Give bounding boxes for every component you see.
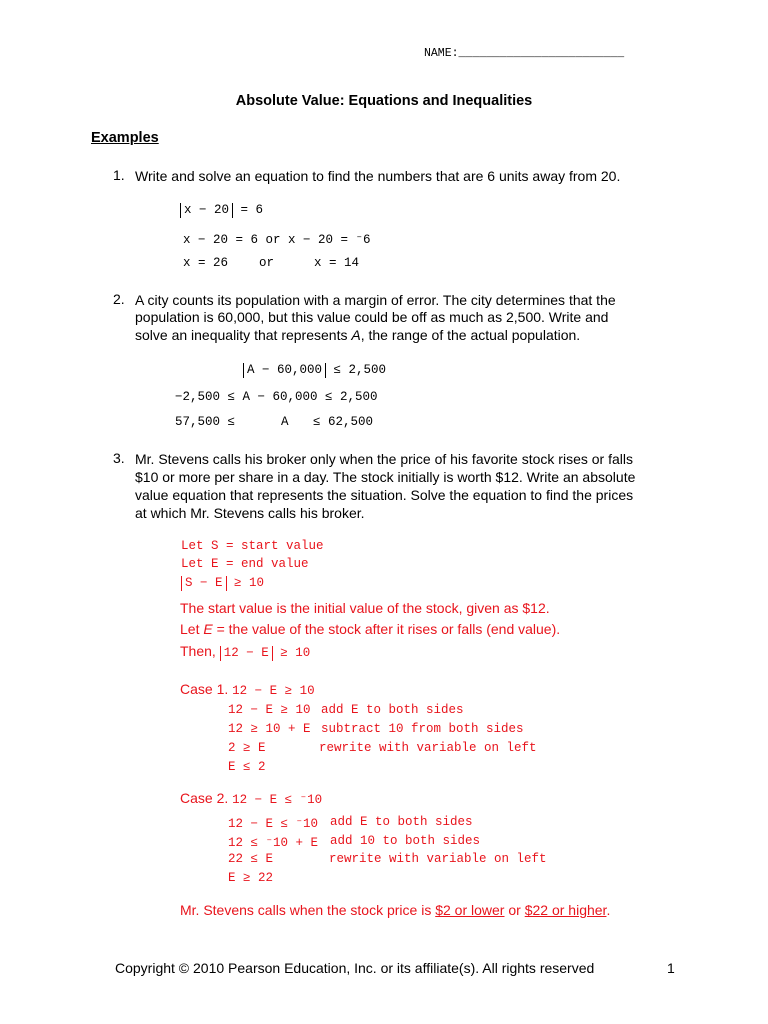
example-3-text-line-2: $10 or more per share in a day. The stock initially is worth $12. Write an absolute [135, 469, 636, 485]
page-title: Absolute Value: Equations and Inequalities [235, 93, 533, 109]
answer-high: $22 or higher [524, 902, 607, 918]
example-3-number: 3. [113, 450, 125, 466]
abs-value-expr: 12 − E [220, 646, 273, 661]
example-2-text-line-1: A city counts its population with a margin of error. The city determines that the [135, 292, 616, 308]
case-2-step: 12 ≤ ⁻10 + E add 10 to both sides [228, 834, 481, 850]
case-1-step: 12 ≥ 10 + E subtract 10 from both sides [228, 722, 524, 736]
let-e-line: Let E = end value [181, 557, 309, 571]
case-2-step: 22 ≤ E rewrite with variable on left [228, 852, 547, 866]
example-2-line-2: −2,500 ≤ A − 60,000 ≤ 2,500 [175, 390, 378, 404]
example-1-line-3: x = 26 or x = 14 [183, 256, 360, 270]
example-2-text-line-3: solve an inequality that represents A, the range of the actual population. [135, 327, 581, 343]
example-2-number: 2. [113, 291, 125, 307]
example-2-text-line-2: population is 60,000, but this value could be off as much as 2,500. Write and [135, 309, 609, 325]
copyright-footer: Copyright © 2010 Pearson Education, Inc. or its affiliate(s). All rights reserved [115, 960, 595, 976]
example-1-line-1: x − 20 = 6 [180, 203, 263, 218]
let-s-line: Let S = start value [181, 539, 324, 553]
abs-value-expr: x − 20 [180, 203, 233, 218]
abs-value-expr: A − 60,000 [243, 363, 326, 378]
absolute-inequality: S − E ≥ 10 [181, 576, 264, 591]
example-2-line-3: 57,500 ≤ A ≤ 62,500 [175, 415, 374, 429]
case-1-step: 2 ≥ E rewrite with variable on left [228, 741, 537, 755]
case-2-step: E ≥ 22 [228, 871, 274, 885]
then-line: Then, 12 − E ≥ 10 [180, 643, 311, 660]
case-1-step: E ≤ 2 [228, 760, 266, 774]
page-number: 1 [667, 960, 675, 976]
example-1-line-2: x − 20 = 6 or x − 20 = ⁻6 [183, 233, 371, 247]
example-3-text-line-4: at which Mr. Stevens calls his broker. [135, 505, 365, 521]
example-3-text-line-3: value equation that represents the situation. Solve the equation to find the prices [135, 487, 634, 503]
end-value-explanation: Let E = the value of the stock after it rises or falls (end value). [180, 621, 561, 637]
case-2-heading: Case 2. 12 − E ≤ ⁻10 [180, 790, 323, 807]
case-2-step: 12 − E ≤ ⁻10 add E to both sides [228, 815, 473, 831]
name-field [424, 47, 624, 60]
example-1-number: 1. [113, 167, 125, 183]
case-1-step: 12 − E ≥ 10 add E to both sides [228, 703, 464, 717]
answer-low: $2 or lower [435, 902, 505, 918]
abs-value-expr: S − E [181, 576, 227, 591]
name-blank: ________________________ [458, 47, 625, 60]
example-2-line-1: A − 60,000 ≤ 2,500 [243, 363, 386, 378]
section-heading: Examples [91, 130, 159, 146]
start-value-explanation: The start value is the initial value of the stock, given as $12. [180, 600, 550, 616]
name-label: NAME: [424, 47, 459, 60]
example-1-text: Write and solve an equation to find the numbers that are 6 units away from 20. [135, 168, 621, 184]
conclusion: Mr. Stevens calls when the stock price is $2 or lower or $22 or higher. [180, 902, 611, 918]
example-3-text-line-1: Mr. Stevens calls his broker only when the price of his favorite stock rises or falls [135, 451, 633, 467]
case-1-heading: Case 1. 12 − E ≥ 10 [180, 681, 315, 698]
